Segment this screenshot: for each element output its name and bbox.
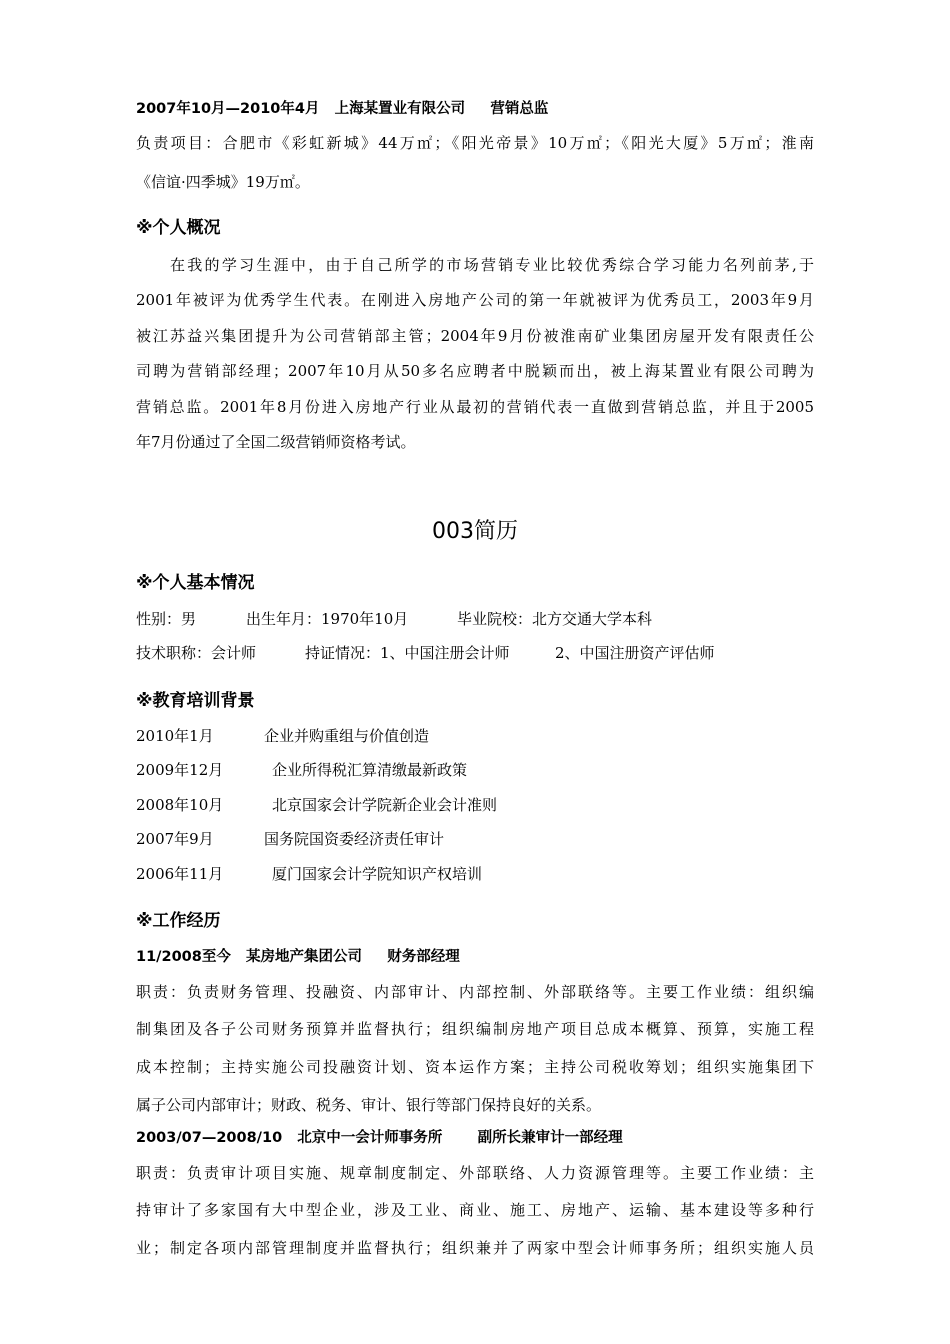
profile-line: 年7月份通过了全国二级营销师资格考试。 [136,433,416,451]
resume-title: 003简历 [432,519,518,544]
certificate: 持证情况：1、中国注册会计师 [305,644,510,662]
profile-line: 被江苏益兴集团提升为公司营销部主管；2004年9月份被淮南矿业集团房屋开发有限责任公 [136,327,814,345]
education-course: 企业并购重组与价值创造 [264,727,430,745]
section-heading-work: ※工作经历 [136,911,221,931]
job-description-line: 持审计了多家国有大中型企业，涉及工业、商业、施工、房地产、运输、基本建设等多种行 [136,1201,814,1219]
birth-date: 出生年月：1970年10月 [246,610,409,628]
school: 毕业院校：北方交通大学本科 [457,610,653,628]
section-heading-basic: ※个人基本情况 [136,573,255,593]
profile-line: 在我的学习生涯中，由于自己所学的市场营销专业比较优秀综合学习能力名列前茅,于 [170,256,814,274]
job-title-realestate: 11/2008至今 某房地产集团公司 财务部经理 [136,949,460,965]
profile-line: 2001年被评为优秀学生代表。在刚进入房地产公司的第一年就被评为优秀员工，2003年9月 [136,291,814,309]
job-description-line: 属子公司内部审计；财政、税务、审计、银行等部门保持良好的关系。 [136,1096,602,1114]
education-date: 2006年11月 [136,865,224,883]
gender: 性别：男 [136,610,197,628]
section-heading-education: ※教育培训背景 [136,691,255,711]
job-description-line: 业；制定各项内部管理制度并监督执行；组织兼并了两家中型会计师事务所；组织实施人员 [136,1239,814,1257]
education-course: 国务院国资委经济责任审计 [264,830,445,848]
profile-line: 司聘为营销部经理；2007年10月从50多名应聘者中脱颖而出，被上海某置业有限公司聘为 [136,362,814,380]
certificate: 2、中国注册资产评估师 [555,644,715,662]
job-description-line: 职责：负责财务管理、投融资、内部审计、内部控制、外部联络等。主要工作业绩：组织编 [136,983,814,1001]
education-course: 企业所得税汇算清缴最新政策 [272,761,468,779]
education-date: 2007年9月 [136,830,214,848]
education-date: 2008年10月 [136,796,224,814]
job-description-line: 制集团及各子公司财务预算并监督执行；组织编制房地产项目总成本概算、预算，实施工程 [136,1020,814,1038]
job-description-line: 职责：负责审计项目实施、规章制度制定、外部联络、人力资源管理等。主要工作业绩：主 [136,1164,814,1182]
education-course: 厦门国家会计学院知识产权培训 [272,865,483,883]
job-description-line: 成本控制；主持实施公司投融资计划、资本运作方案；主持公司税收筹划；组织实施集团下 [136,1058,814,1076]
job-title-accounting-firm: 2003/07—2008/10 北京中一会计师事务所 副所长兼审计一部经理 [136,1130,623,1146]
profile-line: 营销总监。2001年8月份进入房地产行业从最初的营销代表一直做到营销总监，并且于2005 [136,398,814,416]
section-heading-profile: ※个人概况 [136,218,221,238]
education-date: 2009年12月 [136,761,224,779]
technical-title: 技术职称：会计师 [136,644,257,662]
education-course: 北京国家会计学院新企业会计准则 [272,796,498,814]
job-description-line: 负责项目：合肥市《彩虹新城》44万㎡；《阳光帝景》10万㎡；《阳光大厦》5万㎡；淮南 [136,134,814,152]
job-description-line: 《信谊·四季城》19万㎡。 [136,173,310,191]
job-title-shanghai: 2007年10月—2010年4月 上海某置业有限公司 营销总监 [136,101,549,117]
education-date: 2010年1月 [136,727,214,745]
